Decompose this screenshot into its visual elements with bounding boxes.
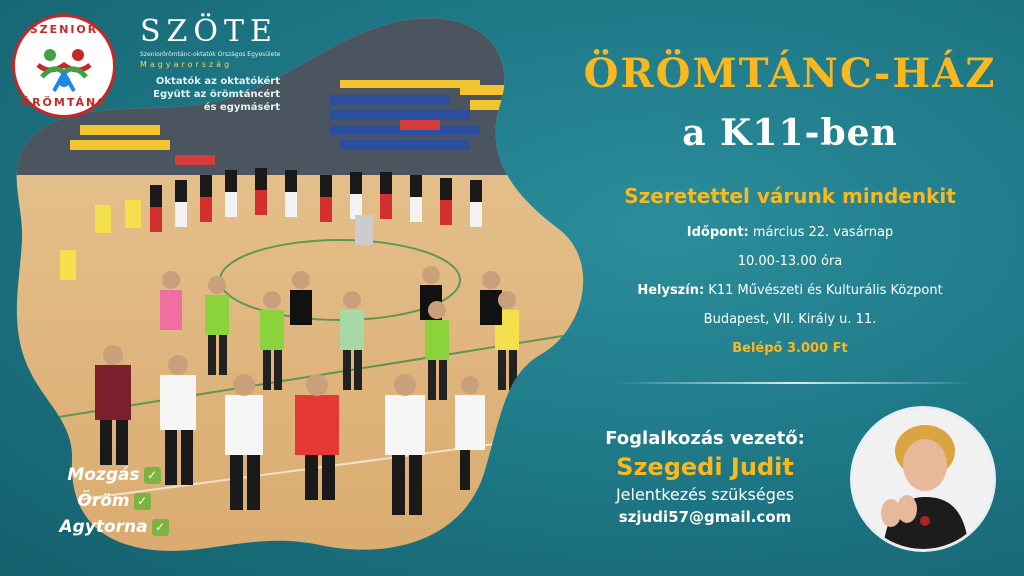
leader-block	[560, 428, 850, 526]
event-date: március 22. vasárnap	[752, 225, 894, 240]
org-tagline-line: Oktatók az oktatókért	[155, 76, 280, 87]
price-row	[560, 334, 1020, 363]
event-venue: K11 Művészeti és Kulturális Központ	[708, 283, 943, 298]
org-tagline	[140, 75, 300, 114]
event-details	[560, 218, 1020, 363]
location-row	[560, 276, 1020, 305]
check-icon: ✓	[134, 493, 151, 510]
org-full-name: Szeniorörömtánc-oktatók Országos Egyesülete	[140, 51, 281, 58]
check-icon: ✓	[144, 467, 161, 484]
divider-line	[615, 382, 975, 384]
org-name: SZÖTE	[140, 14, 278, 49]
location-label: Helyszín:	[637, 283, 705, 298]
logo-top-text: SZENIOR	[29, 23, 99, 36]
org-country: Magyarország	[140, 60, 233, 69]
hours-row	[560, 247, 1020, 276]
tag-label: Öröm	[77, 491, 130, 511]
check-icon: ✓	[152, 519, 169, 536]
welcome-text: Szeretettel várunk mindenkit	[624, 184, 956, 208]
tag-label: Mozgás	[67, 465, 140, 485]
event-title: ÖRÖMTÁNC-HÁZ	[583, 50, 997, 97]
tag-label: Agytorna	[59, 517, 148, 537]
leader-portrait	[850, 406, 996, 552]
org-tagline-line: és egymásért	[203, 102, 280, 113]
tag-item	[34, 488, 194, 514]
szenior-oromtanc-logo	[12, 14, 116, 118]
event-price: Belépő 3.000 Ft	[732, 341, 848, 356]
address-row	[560, 305, 1020, 334]
event-subtitle: a K11-ben	[682, 112, 898, 154]
tag-item	[34, 462, 194, 488]
tag-item	[34, 514, 194, 540]
organization-block	[140, 14, 300, 114]
logo-bottom-text: ÖRÖMTÁNC	[20, 96, 108, 109]
benefit-tags	[34, 462, 194, 540]
org-tagline-line: Együtt az örömtáncért	[153, 89, 280, 100]
registration-note: Jelentkezés szükséges	[615, 485, 795, 504]
portrait-image	[853, 409, 993, 549]
leader-name: Szegedi Judit	[616, 453, 794, 481]
date-label: Időpont:	[686, 225, 749, 240]
date-row	[560, 218, 1020, 247]
contact-email: szjudi57@gmail.com	[618, 508, 792, 526]
leader-label: Foglalkozás vezető:	[605, 428, 805, 449]
event-address: Budapest, VII. Király u. 11.	[703, 312, 877, 327]
event-hours: 10.00-13.00 óra	[737, 254, 843, 269]
